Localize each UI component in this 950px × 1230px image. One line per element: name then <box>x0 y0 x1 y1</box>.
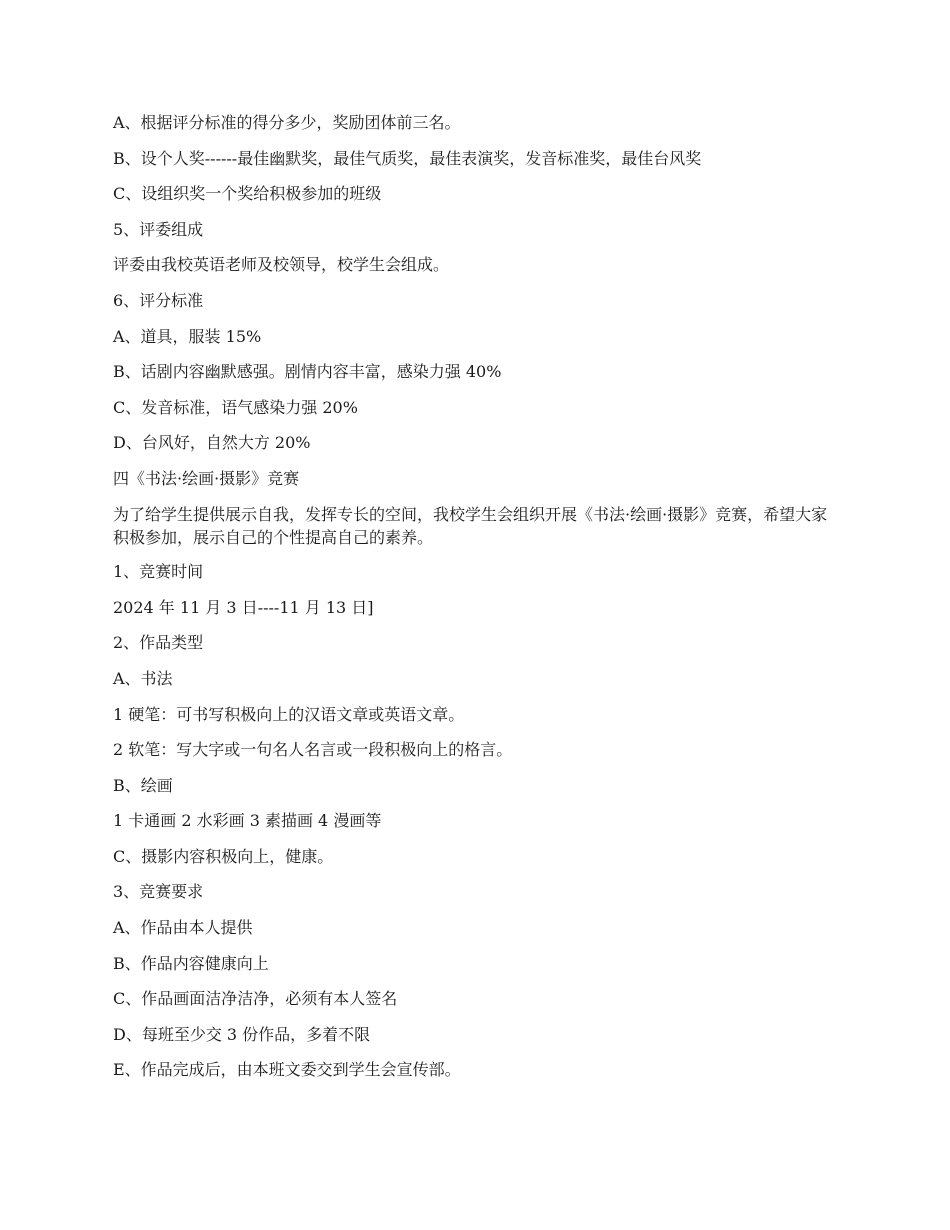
heading-requirements: 3、竞赛要求 <box>113 882 204 902</box>
paragraph-judges: 评委由我校英语老师及校领导，校学生会组成。 <box>113 255 450 275</box>
paragraph-hard-pen: 1 硬笔：可书写积极向上的汉语文章或英语文章。 <box>113 704 465 724</box>
paragraph-req-original: A、作品由本人提供 <box>113 918 253 938</box>
paragraph-req-clean: C、作品画面洁净洁净，必须有本人签名 <box>113 989 398 1009</box>
paragraph-calligraphy: A、书法 <box>113 668 173 688</box>
paragraph-award-team: A、根据评分标准的得分多少，奖励团体前三名。 <box>113 113 461 132</box>
paragraph-scoring-stage: D、台风好，自然大方 20% <box>113 433 311 453</box>
paragraph-scoring-content: B、话剧内容幽默感强。剧情内容丰富，感染力强 40% <box>113 362 502 382</box>
paragraph-req-submit: E、作品完成后，由本班文委交到学生会宣传部。 <box>113 1060 461 1080</box>
heading-art-contest: 四《书法·绘画·摄影》竞赛 <box>113 468 300 488</box>
paragraph-art-intro: 为了给学生提供展示自我，发挥专长的空间，我校学生会组织开展《书法·绘画·摄影》竞赛，希望大家积极参加，展示自己的个性提高自己的素养。 <box>113 504 828 547</box>
paragraph-contest-dates: 2024 年 11 月 3 日----11 月 13 日] <box>113 597 374 617</box>
heading-work-types: 2、作品类型 <box>113 633 204 653</box>
paragraph-painting-kinds: 1 卡通画 2 水彩画 3 素描画 4 漫画等 <box>113 811 382 831</box>
paragraph-painting: B、绘画 <box>113 775 173 795</box>
heading-contest-time: 1、竞赛时间 <box>113 562 204 582</box>
heading-judges: 5、评委组成 <box>113 219 204 239</box>
paragraph-photography: C、摄影内容积极向上，健康。 <box>113 846 334 866</box>
document-page <box>113 111 838 1094</box>
paragraph-scoring-props: A、道具，服装 15% <box>113 326 262 346</box>
paragraph-soft-brush: 2 软笔：写大字或一句名人名言或一段积极向上的格言。 <box>113 740 513 760</box>
paragraph-award-individual: B、设个人奖------最佳幽默奖，最佳气质奖，最佳表演奖，发音标准奖，最佳台风奖 <box>113 148 702 168</box>
paragraph-award-organization: C、设组织奖一个奖给积极参加的班级 <box>113 184 382 204</box>
heading-scoring: 6、评分标准 <box>113 290 204 310</box>
paragraph-req-quantity: D、每班至少交 3 份作品，多着不限 <box>113 1024 371 1044</box>
paragraph-req-healthy: B、作品内容健康向上 <box>113 953 269 973</box>
paragraph-scoring-pronunciation: C、发音标准，语气感染力强 20% <box>113 397 358 417</box>
